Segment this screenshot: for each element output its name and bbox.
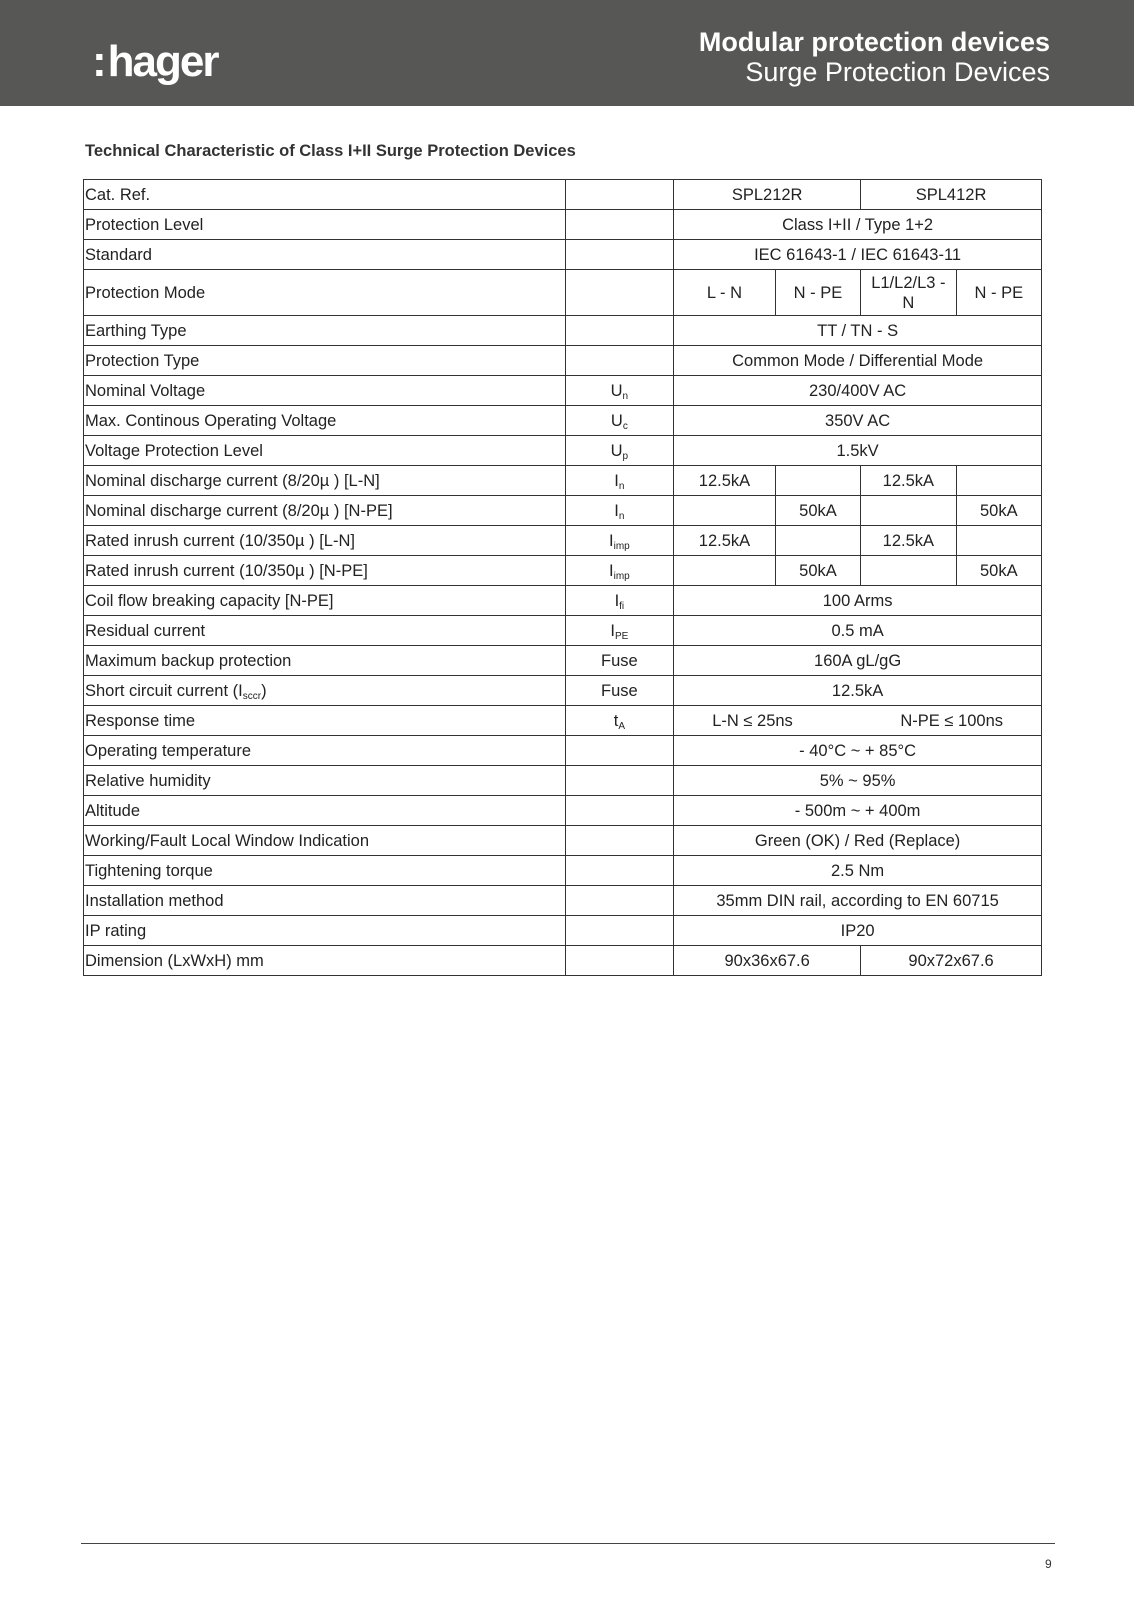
row-label: Response time — [84, 706, 566, 736]
value-cell: 230/400V AC — [674, 376, 1042, 406]
value-cell: IEC 61643-1 / IEC 61643-11 — [674, 240, 1042, 270]
row-label: Coil flow breaking capacity [N-PE] — [84, 586, 566, 616]
table-row — [84, 526, 1042, 556]
model-cell: SPL212R — [674, 180, 861, 210]
value-cell: 5% ~ 95% — [674, 766, 1042, 796]
symbol-cell: $t_A$ — [565, 706, 674, 736]
value-cell: 1.5kV — [674, 436, 1042, 466]
header-title-line1: Modular protection devices — [698, 27, 1050, 57]
symbol-cell: $U_p$ — [565, 436, 674, 466]
row-label: Dimension (LxWxH) mm — [84, 946, 566, 976]
row-label: Protection Level — [84, 210, 566, 240]
header-title — [699, 27, 1050, 87]
value-cell: 100 Arms — [674, 586, 1042, 616]
table-row — [84, 886, 1042, 916]
table-row — [84, 916, 1042, 946]
value-cell: 50kA — [956, 556, 1041, 586]
table-row — [84, 766, 1042, 796]
value-cell: 12.5kA — [674, 526, 776, 556]
row-label: Protection Mode — [84, 270, 566, 316]
table-row — [84, 406, 1042, 436]
table-row — [84, 796, 1042, 826]
document-title: Technical Characteristic of Class I+II Surge Protection Devices — [85, 142, 576, 160]
table-row — [84, 586, 1042, 616]
symbol-cell: $I_n$ — [565, 496, 674, 526]
row-label: Maximum backup protection — [84, 646, 566, 676]
row-label: Max. Continous Operating Voltage — [84, 406, 566, 436]
table-row — [84, 466, 1042, 496]
symbol-cell: $I_{PE}$ — [565, 616, 674, 646]
value-cell: 90x36x67.6 — [674, 946, 861, 976]
symbol-cell: $U_c$ — [565, 406, 674, 436]
footer-divider — [81, 1543, 1055, 1544]
symbol-cell: Fuse — [565, 646, 674, 676]
table-row — [84, 316, 1042, 346]
table-row — [84, 436, 1042, 466]
table-row — [84, 556, 1042, 586]
table-row — [84, 946, 1042, 976]
table-row — [84, 496, 1042, 526]
table-row — [84, 346, 1042, 376]
value-cell: N - PE — [775, 270, 860, 316]
response-npe: N-PE ≤ 100ns — [900, 711, 1003, 730]
symbol-cell: $I_{imp}$ — [565, 556, 674, 586]
value-cell: 12.5kA — [861, 466, 956, 496]
symbol-cell: Fuse — [565, 676, 674, 706]
table-row — [84, 240, 1042, 270]
value-cell: - 500m ~ + 400m — [674, 796, 1042, 826]
value-cell: 50kA — [775, 556, 860, 586]
value-cell: 12.5kA — [674, 676, 1042, 706]
table-row — [84, 376, 1042, 406]
table-row — [84, 706, 1042, 736]
value-cell: 350V AC — [674, 406, 1042, 436]
row-label: Tightening torque — [84, 856, 566, 886]
value-cell: Common Mode / Differential Mode — [674, 346, 1042, 376]
model-cell: SPL412R — [861, 180, 1042, 210]
table-row — [84, 736, 1042, 766]
value-cell: 12.5kA — [861, 526, 956, 556]
value-cell: Green (OK) / Red (Replace) — [674, 826, 1042, 856]
spec-table — [83, 179, 1042, 976]
row-label: Rated inrush current (10/350µ ) [L-N] — [84, 526, 566, 556]
row-label: Standard — [84, 240, 566, 270]
row-label: Cat. Ref. — [84, 180, 566, 210]
row-label: Short circuit current $(I_{sccr})$ — [84, 676, 566, 706]
row-label: Voltage Protection Level — [84, 436, 566, 466]
row-label: Operating temperature — [84, 736, 566, 766]
value-cell: L - N — [674, 270, 776, 316]
value-cell: - 40°C ~ + 85°C — [674, 736, 1042, 766]
value-cell: TT / TN - S — [674, 316, 1042, 346]
row-label: Nominal discharge current (8/20µ ) [L-N] — [84, 466, 566, 496]
row-label: Altitude — [84, 796, 566, 826]
table-row — [84, 646, 1042, 676]
value-cell: 50kA — [775, 496, 860, 526]
page-header — [0, 0, 1134, 106]
symbol-cell: $I_n$ — [565, 466, 674, 496]
value-cell: 35mm DIN rail, according to EN 60715 — [674, 886, 1042, 916]
row-label: Earthing Type — [84, 316, 566, 346]
header-title-line2: Surge Protection Devices — [745, 57, 1050, 87]
row-label: Nominal discharge current (8/20µ ) [N-PE] — [84, 496, 566, 526]
page-number: 9 — [1045, 1557, 1052, 1571]
row-label: Working/Fault Local Window Indication — [84, 826, 566, 856]
table-row — [84, 826, 1042, 856]
row-label: Rated inrush current (10/350µ ) [N-PE] — [84, 556, 566, 586]
value-cell: 2.5 Nm — [674, 856, 1042, 886]
row-label: Residual current — [84, 616, 566, 646]
value-cell: N - PE — [956, 270, 1041, 316]
row-label: IP rating — [84, 916, 566, 946]
table-row — [84, 676, 1042, 706]
symbol-cell: $I_{fi}$ — [565, 586, 674, 616]
logo-text: hager — [107, 37, 218, 86]
table-row — [84, 616, 1042, 646]
table-row — [84, 270, 1042, 316]
value-cell: IP20 — [674, 916, 1042, 946]
value-cell: Class I+II / Type 1+2 — [674, 210, 1042, 240]
hager-logo: :hager — [92, 37, 218, 86]
value-cell: 12.5kA — [674, 466, 776, 496]
symbol-cell: $I_{imp}$ — [565, 526, 674, 556]
table-row — [84, 210, 1042, 240]
value-cell: L1/L2/L3 - N — [861, 270, 956, 316]
table-row — [84, 180, 1042, 210]
row-label: Installation method — [84, 886, 566, 916]
row-label: Nominal Voltage — [84, 376, 566, 406]
value-cell — [674, 706, 1042, 736]
row-label: Protection Type — [84, 346, 566, 376]
value-cell: 160A gL/gG — [674, 646, 1042, 676]
value-cell: 90x72x67.6 — [861, 946, 1042, 976]
value-cell: 0.5 mA — [674, 616, 1042, 646]
symbol-cell: $U_n$ — [565, 376, 674, 406]
row-label: Relative humidity — [84, 766, 566, 796]
table-row — [84, 856, 1042, 886]
response-ln: L-N ≤ 25ns — [712, 711, 793, 730]
value-cell: 50kA — [956, 496, 1041, 526]
